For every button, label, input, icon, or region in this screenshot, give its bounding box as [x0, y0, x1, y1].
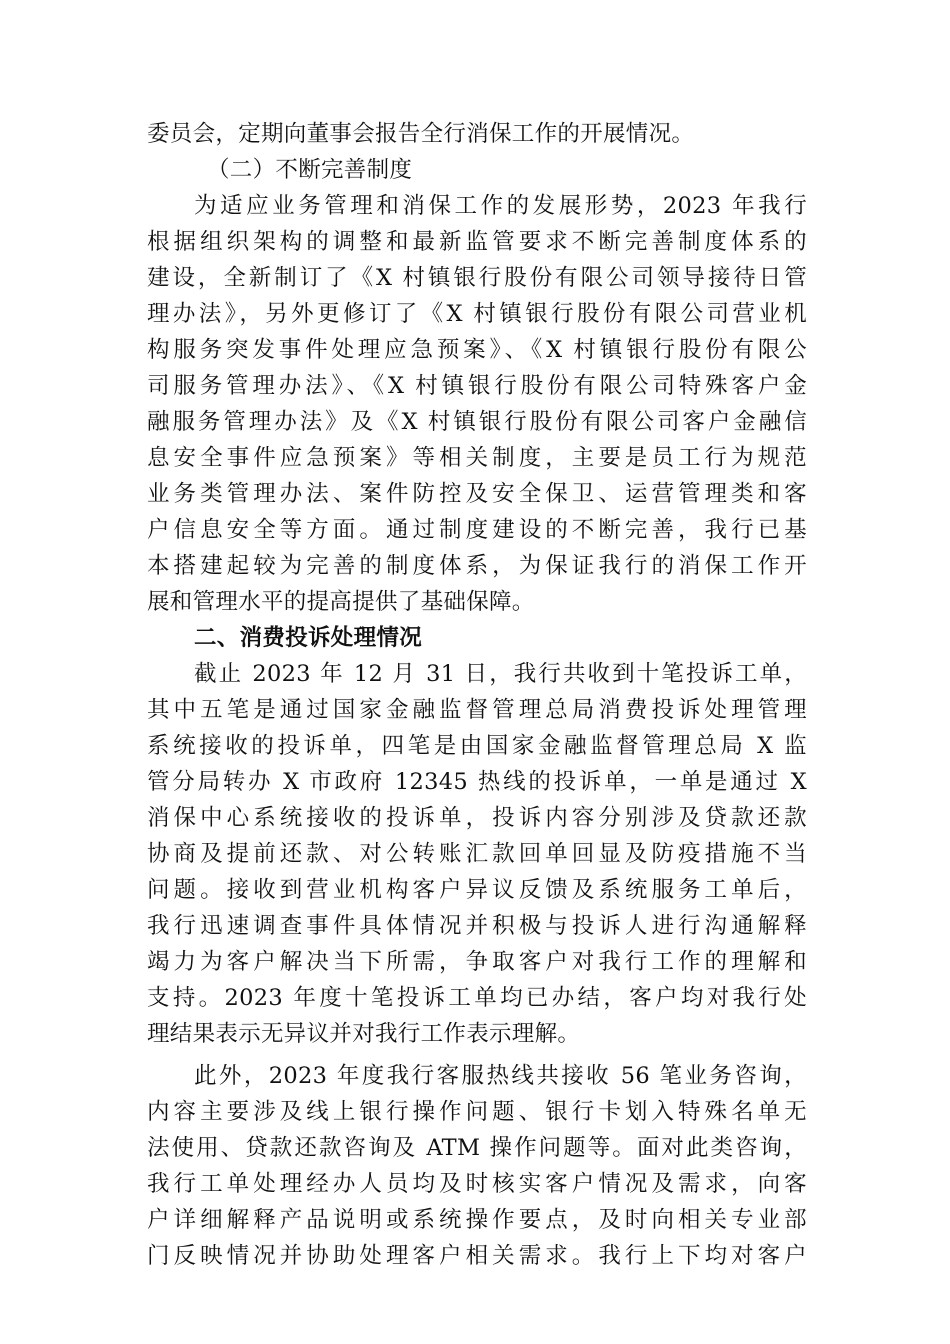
- document-body: [147, 116, 807, 1274]
- paragraph-last-line: 展和管理水平的提高提供了基础保障。: [147, 589, 535, 615]
- section-heading: 二、消费投诉处理情况: [194, 625, 423, 651]
- paragraph-last-line: 理结果表示无异议并对我行工作表示理解。: [147, 1021, 581, 1047]
- paragraph-last-line: 委员会，定期向董事会报告全行消保工作的开展情况。: [147, 121, 695, 147]
- paragraph-first-line: 为适应业务管理和消保工作的发展形势，2023 年我行: [194, 193, 807, 219]
- body-text-line: 消保中心系统接收的投诉单，投诉内容分别涉及贷款还款: [147, 805, 807, 831]
- paragraph-first-line: 截止 2023 年 12 月 31 日，我行共收到十笔投诉工单，: [194, 661, 807, 687]
- body-text-line: 其中五笔是通过国家金融监督管理总局消费投诉处理管理: [147, 697, 807, 723]
- body-text-line: 协商及提前还款、对公转账汇款回单回显及防疫措施不当: [147, 841, 807, 867]
- body-text-line: 融服务管理办法》及《X 村镇银行股份有限公司客户金融信: [147, 409, 807, 435]
- body-text-line: 司服务管理办法》、《X 村镇银行股份有限公司特殊客户金: [147, 373, 807, 399]
- body-text-line: 支持。2023 年度十笔投诉工单均已办结，客户均对我行处: [147, 985, 807, 1011]
- subsection-heading: （二）不断完善制度: [207, 157, 413, 183]
- body-text-line: 我行迅速调查事件具体情况并积极与投诉人进行沟通解释: [147, 913, 807, 939]
- body-text-line: 本搭建起较为完善的制度体系，为保证我行的消保工作开: [147, 553, 807, 579]
- body-text-line: 息安全事件应急预案》等相关制度，主要是员工行为规范: [147, 445, 807, 471]
- body-text-line: 户信息安全等方面。通过制度建设的不断完善，我行已基: [147, 517, 807, 543]
- body-text-line: 管分局转办 X 市政府 12345 热线的投诉单，一单是通过 X: [147, 769, 807, 795]
- body-text-line: 内容主要涉及线上银行操作问题、银行卡划入特殊名单无: [147, 1099, 807, 1125]
- body-text-line: 我行工单处理经办人员均及时核实客户情况及需求，向客: [147, 1171, 807, 1197]
- body-text-line: 根据组织架构的调整和最新监管要求不断完善制度体系的: [147, 229, 807, 255]
- body-text-line: 业务类管理办法、案件防控及安全保卫、运营管理类和客: [147, 481, 807, 507]
- body-text-line: 法使用、贷款还款咨询及 ATM 操作问题等。面对此类咨询，: [147, 1135, 807, 1161]
- body-text-line: 建设，全新制订了《X 村镇银行股份有限公司领导接待日管: [147, 265, 807, 291]
- body-text-line: 问题。接收到营业机构客户异议反馈及系统服务工单后，: [147, 877, 807, 903]
- body-text-line: 门反映情况并协助处理客户相关需求。我行上下均对客户: [147, 1243, 807, 1269]
- body-text-line: 竭力为客户解决当下所需，争取客户对我行工作的理解和: [147, 949, 807, 975]
- paragraph-first-line: 此外，2023 年度我行客服热线共接收 56 笔业务咨询，: [194, 1063, 807, 1089]
- body-text-line: 理办法》，另外更修订了《X 村镇银行股份有限公司营业机: [147, 301, 807, 327]
- body-text-line: 户详细解释产品说明或系统操作要点，及时向相关专业部: [147, 1207, 807, 1233]
- body-text-line: 构服务突发事件处理应急预案》、《X 村镇银行股份有限公: [147, 337, 807, 363]
- body-text-line: 系统接收的投诉单，四笔是由国家金融监督管理总局 X 监: [147, 733, 807, 759]
